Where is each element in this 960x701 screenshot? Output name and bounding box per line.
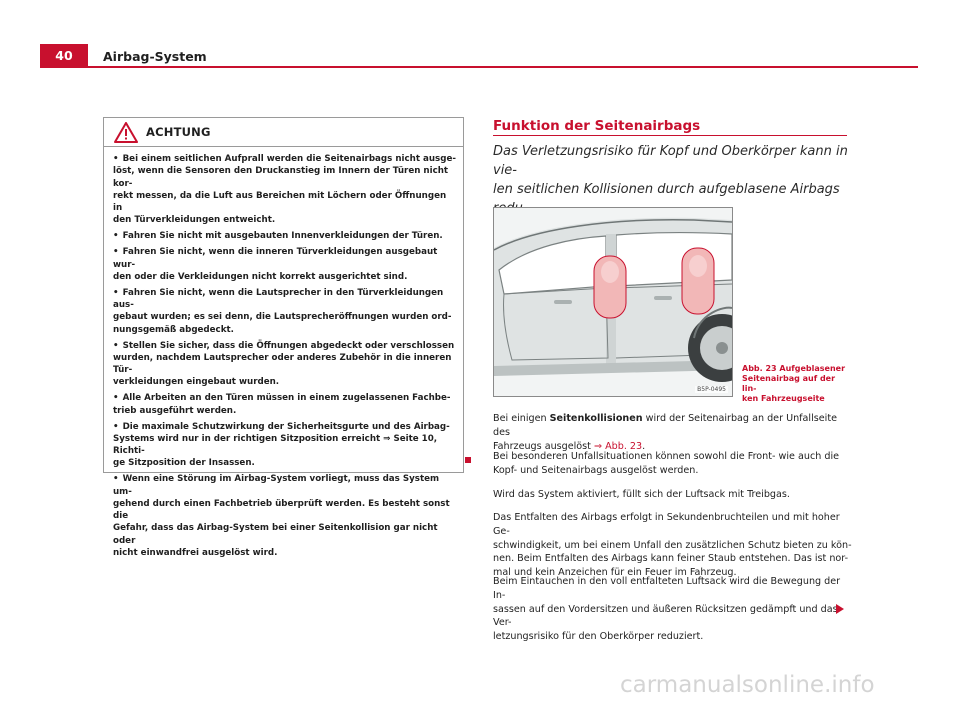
warning-header: [104, 118, 463, 147]
warning-item: • Alle Arbeiten an den Türen müssen in einem zugelassenen Fachbe- trieb ausgeführt werden.: [113, 393, 451, 416]
car-side-illustration: [494, 208, 732, 396]
bold-term: Seitenkollisionen: [549, 413, 643, 424]
warning-item: • Fahren Sie nicht mit ausgebauten Innenverkleidungen der Türen.: [113, 231, 443, 242]
section-title: Funktion der Seitenairbags: [493, 118, 701, 134]
chapter-title: Airbag-System: [103, 49, 207, 64]
warning-item: • Die maximale Schutzwirkung der Sicherheitsgurte und des Airbag- Systems wird nur in der richtigen Sitzposition erreicht ⇒ Seite 10, Richti- ge Sitzposition der Insassen.: [113, 421, 450, 469]
continue-arrow-icon: [836, 604, 844, 614]
section-intro: Das Verletzungsrisiko für Kopf und Oberkörper kann in vie- len seitlichen Kollisionen durch aufgeblasene Airbags: [493, 144, 848, 197]
figure-link[interactable]: ⇒ Abb. 23: [594, 440, 643, 452]
paragraph: Das Entfalten des Airbags erfolgt in Sekundenbruchteilen und mit hoher Ge- schwindigkeit, um bei einem Unfall den zusätzlichen Schutz bieten zu kön- nen. Beim Entfalten des Airbags kann feiner Staub entstehen. Das ist nor- mal und kein Anzeichen für ein Feuer im Fahrzeug.: [493, 512, 852, 579]
bullet-icon: •: [113, 393, 119, 404]
end-of-section-mark: [465, 457, 471, 463]
warning-triangle-icon: [114, 122, 138, 143]
warning-list: [104, 147, 463, 559]
bullet-icon: •: [113, 474, 119, 485]
header-rule: [40, 66, 918, 68]
bullet-icon: •: [113, 287, 119, 298]
paragraph: Wird das System aktiviert, füllt sich der Luftsack mit Treibgas.: [493, 489, 790, 500]
warning-item: • Stellen Sie sicher, dass die Öffnungen abgedeckt oder verschlossen wurden, nachdem Lautsprecher oder anderes Zubehör in die inneren Tür- verkleidungen eingebaut wurden.: [113, 340, 455, 388]
warning-item: • Bei einem seitlichen Aufprall werden die Seitenairbags nicht ausge- löst, wenn die Sensoren den Druckanstieg im Innern der Türen nicht kor- rekt messen, da die Luft aus Bereichen mit Löchern oder Öffnungen in den Türverkleidungen entweicht.: [113, 154, 456, 226]
bullet-icon: •: [113, 421, 119, 432]
figure-caption: Abb. 23 Aufgeblasener Seitenairbag auf der lin- ken Fahrzeugseite: [742, 364, 846, 403]
warning-item: • Fahren Sie nicht, wenn die inneren Türverkleidungen ausgebaut wur- den oder die Verkleidungen nicht korrekt ausgerichtet sind.: [113, 247, 438, 282]
warning-title: ACHTUNG: [146, 125, 211, 139]
paragraph: Bei besonderen Unfallsituationen können sowohl die Front- wie auch die Kopf- und Seitenairbags ausgelöst werden.: [493, 451, 840, 476]
warning-item: • Fahren Sie nicht, wenn die Lautsprecher in den Türverkleidungen aus- gebaut wurden; es sei denn, die Lautsprecheröffnungen wurden ord- nungsgemäß abgedeckt.: [113, 287, 452, 335]
paragraph: Bei einigen Seitenkollisionen wird der Seitenairbag an der Unfallseite des Fahrzeugs ausgelöst ⇒ Abb. 23.: [493, 413, 837, 452]
figure-code: B5P-0495: [697, 386, 726, 393]
warning-box: [103, 117, 464, 559]
warning-item: • Wenn eine Störung im Airbag-System vorliegt, muss das System um- gehend durch einen Fachbetrieb überprüft werden. Es besteht sonst die Gefahr, dass das Airbag-System bei einer Seitenkollision gar nicht oder nicht einwandfrei ausgelöst wird.: [113, 474, 450, 559]
side-airbag-figure: [493, 207, 733, 397]
bullet-icon: •: [113, 340, 119, 351]
watermark: carmanualsonline.info: [620, 672, 875, 698]
bullet-icon: •: [113, 154, 119, 164]
page-number: 40: [40, 44, 88, 66]
bullet-icon: •: [113, 247, 119, 258]
section-rule: [493, 135, 847, 136]
bullet-icon: •: [113, 231, 119, 242]
paragraph: Beim Eintauchen in den voll entfalteten Luftsack wird die Bewegung der In- sassen auf den Vordersitzen und äußeren Rücksitzen gedämpft und das Ver- letzungsrisiko für den Oberkörper reduziert.: [493, 576, 841, 643]
